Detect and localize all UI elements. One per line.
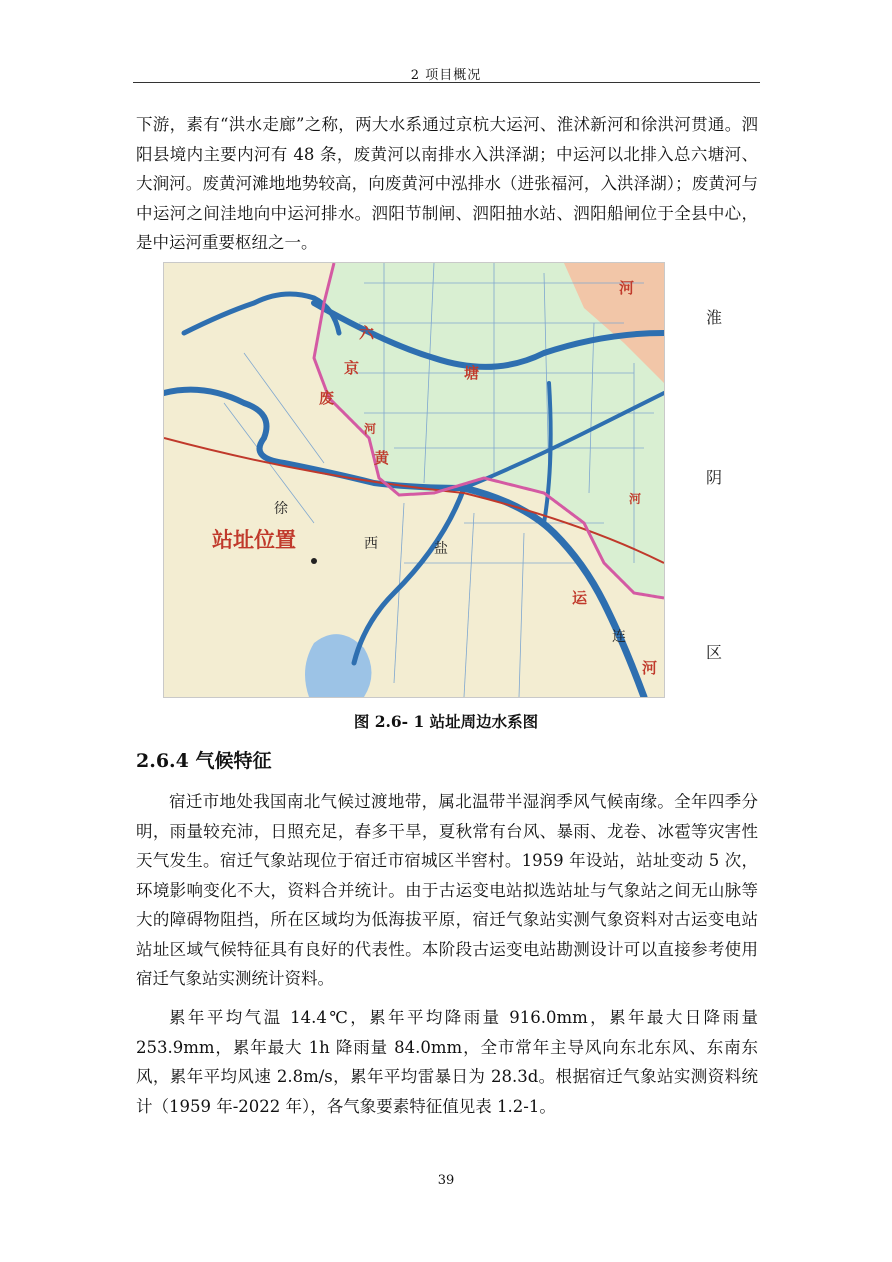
section-heading	[136, 746, 272, 773]
region-label-yin: 阴	[706, 468, 723, 487]
label-xi: 西	[364, 536, 378, 552]
climate-paragraph-2: 累年平均气温 14.4℃，累年平均降雨量 916.0mm，累年最大日降雨量 253.9mm，累年最大 1h 降雨量 84.0mm，全市常年主导风向东北东风、东南东风，累年平均风速 2.8m/s，累年平均雷暴日为 28.3d。根据宿迁气象站实测资料统计（1959 年-2022 年），各气象要素特征值见表 1.2-1。	[136, 1008, 758, 1116]
section-number: 2.6.4	[136, 750, 189, 772]
label-fei: 废	[319, 389, 335, 407]
label-he-top: 河	[619, 279, 635, 297]
page-number: 39	[437, 1173, 455, 1188]
label-he-bottom: 河	[642, 659, 658, 677]
label-xu: 徐	[274, 501, 288, 517]
figure-caption: 图 2.6- 1 站址周边水系图	[353, 712, 539, 731]
label-tang: 塘	[464, 364, 480, 382]
label-he-right: 河	[629, 492, 642, 506]
page-header: 2 项目概况	[410, 68, 482, 83]
label-liu: 六	[359, 324, 375, 342]
site-marker	[311, 558, 317, 564]
header-divider	[133, 82, 760, 83]
region-label-huai: 淮	[706, 308, 723, 327]
water-system-map	[163, 262, 665, 698]
climate-paragraph-1: 宿迁市地处我国南北气候过渡地带，属北温带半湿润季风气候南缘。全年四季分明，雨量较充沛，日照充足，春多干旱，夏秋常有台风、暴雨、龙卷、冰雹等灾害性天气发生。宿迁气象站现位于宿迁市宿城区半窖村。1959 年设站，站址变动 5 次，环境影响变化不大，资料合并统计。由于古运变电站拟选站址与气象站之间无山脉等大的障碍物阻挡，所在区域均为低海拔平原，宿迁气象站实测气象资料对古运变电站站址区域气候特征具有良好的代表性。本阶段古运变电站勘测设计可以直接参考使用宿迁气象站实测统计资料。	[136, 792, 758, 988]
label-yun: 运	[572, 589, 588, 607]
label-lian: 连	[612, 629, 626, 645]
label-jing: 京	[344, 359, 360, 377]
map-graphic	[164, 263, 664, 697]
section-title: 气候特征	[195, 750, 272, 772]
intro-paragraph: 下游，素有“洪水走廊”之称，两大水系通过京杭大运河、淮沭新河和徐洪河贯通。泗阳县境内主要内河有 48 条，废黄河以南排水入洪泽湖；中运河以北排入总六塘河、大涧河。废黄河滩地地势较高，向废黄河中泓排水（进张福河，入洪泽湖）；废黄河与中运河之间洼地向中运河排水。泗阳节制闸、泗阳抽水站、泗阳船闸位于全县中心，是中运河重要枢纽之一。	[136, 115, 758, 252]
label-yan: 盐	[434, 541, 448, 557]
label-huang: 黄	[374, 449, 390, 467]
region-label-qu-east: 区	[706, 643, 723, 662]
site-label: 站址位置	[212, 527, 296, 552]
label-he-mid: 河	[364, 422, 377, 436]
